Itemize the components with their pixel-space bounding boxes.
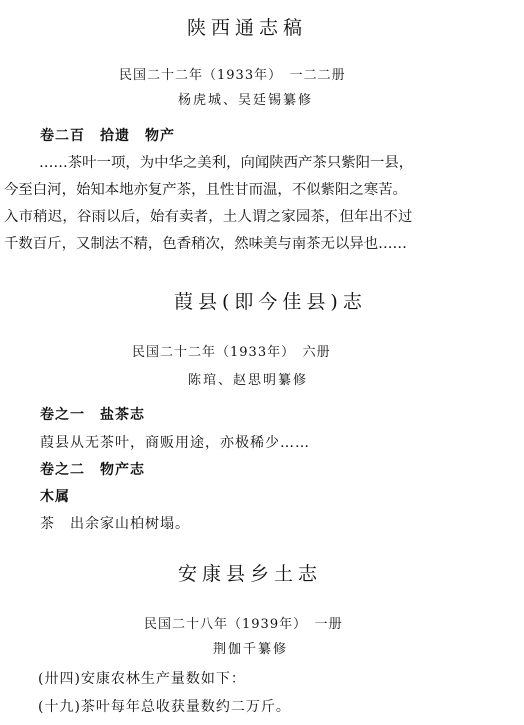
body-line: (卅四)安康农林生产量数如下： — [38, 671, 246, 687]
body-line-1: ……茶叶一项，为中华之美利，向闻陕西产茶只紫阳一县， — [39, 155, 414, 171]
volume-heading: 卷之二 物产志 — [40, 462, 145, 478]
publication-meta: 民国二十二年（1933年） 六册 — [132, 345, 331, 360]
body-line: (十九)茶叶每年总收获量数约二万斤。 — [38, 699, 291, 715]
body-line: 茶 出余家山柏树塌。 — [40, 516, 190, 532]
section-title: 陕西通志稿 — [187, 17, 308, 39]
subheading: 木属 — [40, 489, 70, 505]
body-line-3: 入市稍迟，谷雨以后，始有卖者，土人谓之家园茶，但年出不过 — [4, 209, 413, 225]
editor-line: 陈琯、赵思明纂修 — [188, 373, 309, 388]
publication-meta: 民国二十八年（1939年） 一册 — [144, 617, 343, 632]
publication-meta: 民国二十二年（1933年） 一二二册 — [119, 68, 346, 83]
editor-line: 荆伽千纂修 — [213, 642, 289, 657]
body-line-4: 千数百斤，又制法不精，色香稍次，然味美与南茶无以异也…… — [4, 236, 407, 252]
body-line-2: 今至白河，始知本地亦复产茶，且性甘而温，不似紫阳之寒苦。 — [4, 182, 407, 198]
section-title: 安康县乡土志 — [178, 563, 323, 585]
body-line: 葭县从无茶叶，商贩用途，亦极稀少…… — [40, 435, 310, 451]
section-title: 葭县(即今佳县)志 — [174, 291, 367, 313]
editor-line: 杨虎城、吴廷锡纂修 — [178, 93, 314, 108]
volume-heading: 卷之一 盐茶志 — [40, 407, 145, 423]
volume-heading: 卷二百 拾遗 物产 — [40, 128, 175, 144]
